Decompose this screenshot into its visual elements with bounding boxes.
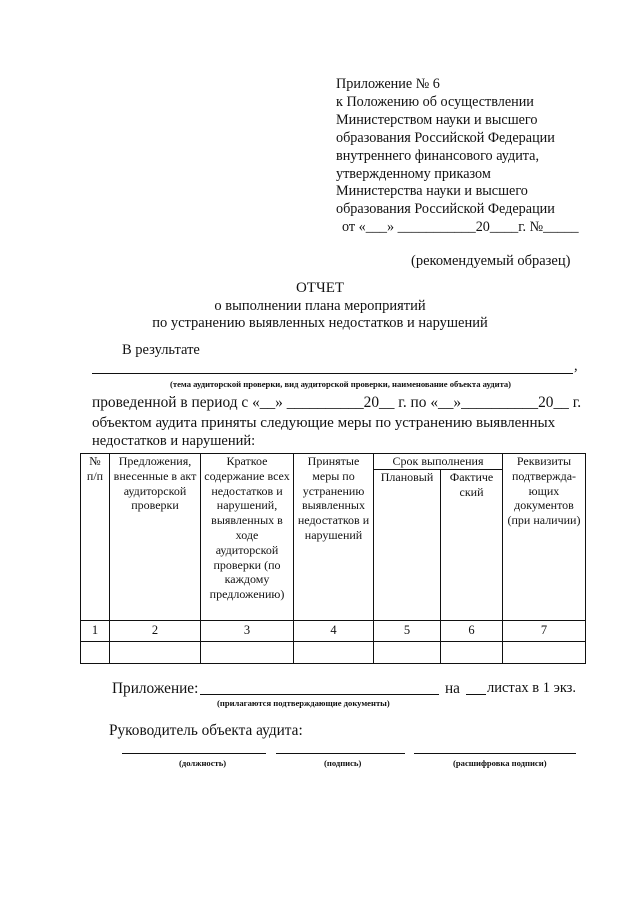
document-title: ОТЧЕТ — [295, 280, 345, 296]
intro-text: В результате — [122, 342, 200, 358]
appendix-block — [336, 76, 579, 237]
header-cell-number: № п/п — [81, 454, 110, 621]
table-cell[interactable] — [374, 641, 441, 663]
column-number: 2 — [110, 620, 201, 641]
table-empty-row — [81, 641, 586, 663]
header-cell-planned: Плановый — [374, 469, 441, 620]
column-number: 6 — [441, 620, 503, 641]
header-cell-documents: Реквизиты подтвержда- ющих документов (при наличии) — [503, 454, 586, 621]
appendix-line: образования Российской Федерации — [336, 201, 555, 218]
column-number: 3 — [201, 620, 294, 641]
attachment-on: на — [445, 680, 460, 697]
table-cell[interactable] — [81, 641, 110, 663]
appendix-line: внутреннего финансового аудита, — [336, 147, 540, 164]
table-cell[interactable] — [503, 641, 586, 663]
header-cell-summary: Краткое содержание всех недостатков и нарушений, выявленных в ходе аудиторской проверки (по каждому предложению) — [201, 454, 294, 621]
order-date-line: от «___» ___________20____г. №_____ — [342, 219, 579, 236]
attachment-label: Приложение: — [112, 680, 199, 697]
table-cell[interactable] — [110, 641, 201, 663]
sheets-count-line — [466, 694, 486, 695]
period-line: проведенной в период с «__» __________20__ г. по «__»__________20__ г. — [92, 394, 582, 411]
signature-hint: (подпись) — [324, 758, 362, 768]
measures-line-2: недостатков и нарушений: — [92, 433, 256, 449]
header-cell-proposals: Предложения, внесенные в акт аудиторской проверки — [110, 454, 201, 621]
column-number: 5 — [374, 620, 441, 641]
table-cell[interactable] — [201, 641, 294, 663]
attachment-hint: (прилагаются подтверждающие документы) — [217, 698, 390, 708]
audit-topic-hint: (тема аудиторской проверки, вид аудиторской проверки, наименование объекта аудита) — [170, 379, 512, 389]
measures-line: объектом аудита приняты следующие меры по устранению выявленных — [92, 415, 556, 431]
table-cell[interactable] — [294, 641, 374, 663]
audit-topic-field-line — [92, 373, 573, 374]
appendix-line: образования Российской Федерации — [336, 129, 555, 146]
attachment-sheets: листах в 1 экз. — [487, 680, 577, 696]
column-number: 4 — [294, 620, 374, 641]
table-cell[interactable] — [441, 641, 503, 663]
measures-table — [80, 453, 586, 664]
table-header-row — [81, 454, 586, 470]
signature-line — [276, 753, 405, 754]
attachment-field-line — [200, 694, 439, 695]
header-cell-actual: Фактиче ский — [441, 469, 503, 620]
document-subtitle-line1: о выполнении плана мероприятий — [214, 298, 426, 314]
appendix-line: Министерством науки и высшего — [336, 111, 538, 128]
signature-label: Руководитель объекта аудита: — [109, 722, 303, 739]
document-subtitle-line2: по устранению выявленных недостатков и нарушений — [152, 315, 488, 331]
appendix-line: Министерства науки и высшего — [336, 183, 528, 200]
appendix-line: утвержденному приказом — [336, 165, 491, 182]
header-cell-deadline-group: Срок выполнения — [374, 454, 503, 470]
decode-hint: (расшифровка подписи) — [453, 758, 547, 768]
sample-note: (рекомендуемый образец) — [411, 253, 571, 269]
appendix-line: к Положению об осуществлении — [336, 93, 534, 110]
position-hint: (должность) — [179, 758, 227, 768]
appendix-line: Приложение № 6 — [336, 76, 440, 92]
column-number: 7 — [503, 620, 586, 641]
header-cell-measures: Принятые меры по устранению выявленных недостатков и нарушений — [294, 454, 374, 621]
column-number: 1 — [81, 620, 110, 641]
table-number-row — [81, 620, 586, 641]
line-comma: , — [574, 358, 578, 374]
decode-line — [414, 753, 576, 754]
position-line — [122, 753, 266, 754]
